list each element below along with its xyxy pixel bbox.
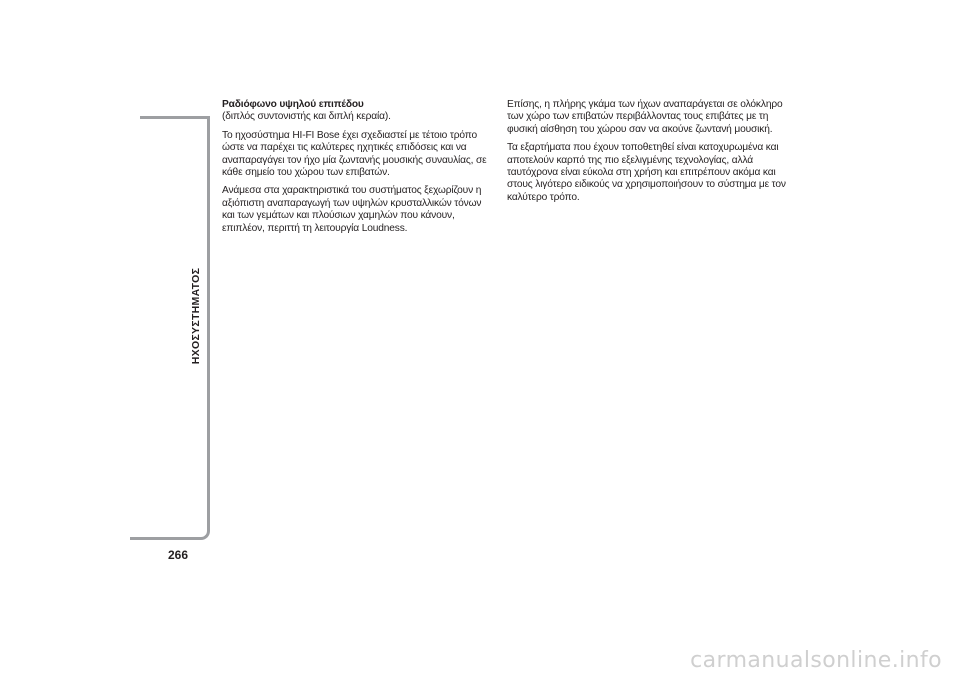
section-subheading: (διπλός συντονιστής και διπλή κεραία). — [222, 111, 391, 123]
section-side-label: ΗΧΟΣΥΣΤΗΜΑΤΟΣ — [190, 267, 202, 365]
section-heading: Ραδιόφωνο υψηλού επιπέδου — [222, 99, 364, 110]
site-watermark: carmanualsonline.info — [690, 648, 942, 673]
paragraph: Ανάμεσα στα χαρακτηριστικά του συστήματος ξεχωρίζουν η αξιόπιστη αναπαραγωγή των υψηλών κρυσταλλικών τόνων και των γεμάτων και πλούσιων χαμηλών που κάνουν, επιπλέον, περιττή τη λειτουργία Loudness. — [222, 185, 482, 234]
left-text-column — [222, 99, 494, 241]
paragraph: Επίσης, η πλήρης γκάμα των ήχων αναπαράγεται σε ολόκληρο των χώρο των επιβατών περιβάλλοντας τους επιβάτες με τη φυσική αίσθηση του χώρου σαν να ακούνε ζωντανή μουσική. — [507, 99, 783, 135]
right-text-column — [507, 99, 787, 210]
section-heading-block — [222, 99, 494, 124]
paragraph: Τα εξαρτήματα που έχουν τοποθετηθεί είναι κατοχυρωμένα και αποτελούν καρπό της πιο εξελιγμένης τεχνολογίας, αλλά ταυτόχρονα είναι εύκολα στη χρήση και επιτρέπουν ακόμα και στους λιγότερο ειδικούς να χρησιμοποιήσουν το σύστημα με τον καλύτερο τρόπο. — [507, 142, 786, 203]
paragraph: Το ηχοσύστημα HI-FI Bose έχει σχεδιαστεί με τέτοιο τρόπο ώστε να παρέχει τις καλύτερες ηχητικές επιδόσεις και να αναπαραγάγει τον ήχο μία ζωντανής μουσικής συναυλίας, σε κάθε σημείο του χώρου των επιβατών. — [222, 129, 487, 179]
page-number: 266 — [168, 548, 189, 562]
